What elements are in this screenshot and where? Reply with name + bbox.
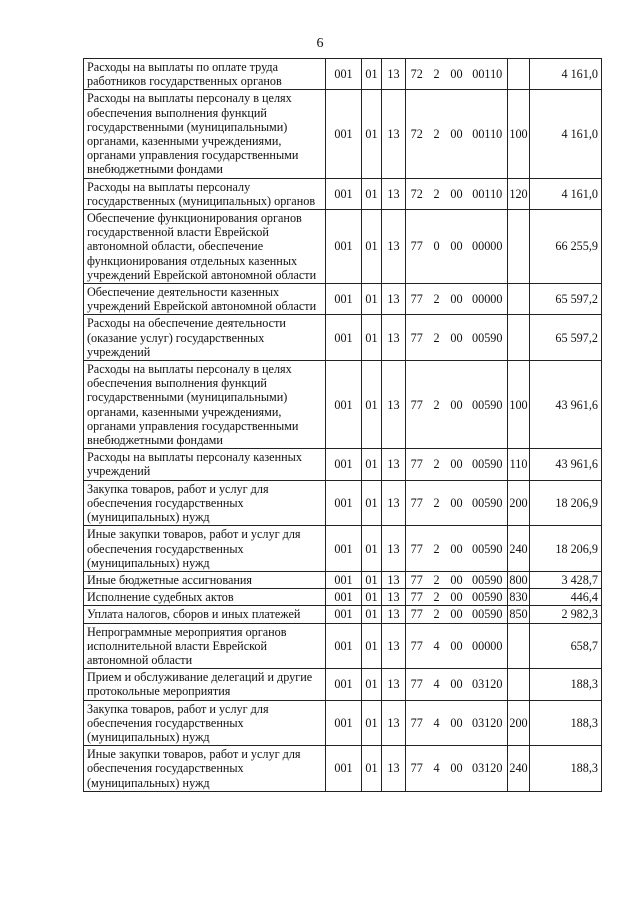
row-expense-type-code: 200 (508, 700, 530, 746)
row-name: Закупка товаров, работ и услуг для обеспечения государственных (муниципальных) нужд (84, 480, 326, 526)
row-program-code: 77 (406, 571, 428, 588)
row-direction-code: 00000 (468, 284, 508, 315)
row-program-code: 72 (406, 59, 428, 90)
row-grbs-code: 001 (326, 526, 362, 572)
row-subsection-code: 13 (382, 669, 406, 700)
row-grbs-code: 001 (326, 449, 362, 480)
row-direction-code: 00000 (468, 210, 508, 284)
table-row (84, 746, 602, 792)
row-program-code: 77 (406, 700, 428, 746)
row-subsection-code: 13 (382, 59, 406, 90)
row-subsection-code: 13 (382, 571, 406, 588)
row-name: Иные закупки товаров, работ и услуг для обеспечения государственных (муниципальных) нужд (84, 526, 326, 572)
table-row (84, 284, 602, 315)
row-grbs-code: 001 (326, 315, 362, 361)
row-direction-code: 00590 (468, 606, 508, 623)
row-expense-type-code: 200 (508, 480, 530, 526)
row-program-code: 77 (406, 284, 428, 315)
row-event-code: 00 (446, 746, 468, 792)
row-subsection-code: 13 (382, 449, 406, 480)
row-program-code: 77 (406, 480, 428, 526)
row-name: Исполнение судебных актов (84, 589, 326, 606)
row-expense-type-code (508, 315, 530, 361)
row-section-code: 01 (362, 606, 382, 623)
row-program-code: 77 (406, 526, 428, 572)
row-amount: 658,7 (530, 623, 602, 669)
row-subsection-code: 13 (382, 623, 406, 669)
row-event-code: 00 (446, 210, 468, 284)
row-subprogram-code: 0 (428, 210, 446, 284)
row-section-code: 01 (362, 571, 382, 588)
row-subprogram-code: 2 (428, 526, 446, 572)
row-subprogram-code: 2 (428, 284, 446, 315)
row-subsection-code: 13 (382, 90, 406, 178)
row-expense-type-code (508, 669, 530, 700)
row-program-code: 77 (406, 315, 428, 361)
row-expense-type-code: 850 (509, 607, 528, 622)
row-direction-code: 00590 (468, 526, 508, 572)
row-event-code: 00 (446, 59, 468, 90)
row-event-code: 00 (446, 178, 468, 209)
row-amount: 65 597,2 (530, 315, 602, 361)
row-name: Расходы на выплаты по оплате труда работников государственных органов (84, 59, 326, 90)
row-subprogram-code: 4 (428, 700, 446, 746)
row-amount: 4 161,0 (530, 178, 602, 209)
row-subprogram-code: 2 (428, 606, 446, 623)
row-program-code: 77 (406, 449, 428, 480)
row-grbs-code: 001 (326, 90, 362, 178)
row-section-code: 01 (362, 315, 382, 361)
row-program-code: 77 (406, 669, 428, 700)
table-row (84, 361, 602, 449)
row-name: Расходы на выплаты персоналу в целях обеспечения выполнения функций государственными (муниципальными) органами, казенными учреждениями, органами управления государственными внебюджетными фондами (84, 361, 326, 449)
row-expense-type-code (508, 59, 530, 90)
row-amount: 18 206,9 (530, 480, 602, 526)
row-amount: 188,3 (530, 746, 602, 792)
row-event-code: 00 (446, 589, 468, 606)
row-name: Расходы на выплаты персоналу государственных (муниципальных) органов (84, 178, 326, 209)
row-section-code: 01 (362, 361, 382, 449)
row-event-code: 00 (446, 623, 468, 669)
row-expense-type-code: 100 (508, 361, 530, 449)
row-direction-code: 00110 (468, 178, 508, 209)
row-program-code: 77 (406, 623, 428, 669)
row-grbs-code: 001 (326, 623, 362, 669)
row-amount: 2 982,3 (530, 606, 602, 623)
row-program-code: 77 (406, 210, 428, 284)
row-section-code: 01 (362, 178, 382, 209)
row-program-code: 72 (406, 178, 428, 209)
row-event-code: 00 (446, 449, 468, 480)
row-subsection-code: 13 (382, 210, 406, 284)
row-subsection-code: 13 (382, 746, 406, 792)
row-program-code: 77 (406, 606, 428, 623)
row-amount: 43 961,6 (530, 449, 602, 480)
row-direction-code: 03120 (468, 700, 508, 746)
row-direction-code: 00590 (468, 571, 508, 588)
row-name: Иные закупки товаров, работ и услуг для обеспечения государственных (муниципальных) нужд (84, 746, 326, 792)
row-subprogram-code: 4 (428, 669, 446, 700)
row-section-code: 01 (362, 526, 382, 572)
table-row (84, 700, 602, 746)
row-section-code: 01 (362, 623, 382, 669)
row-grbs-code: 001 (326, 746, 362, 792)
row-event-code: 00 (446, 526, 468, 572)
row-subsection-code: 13 (382, 589, 406, 606)
row-section-code: 01 (362, 746, 382, 792)
row-subprogram-code: 2 (428, 480, 446, 526)
row-subsection-code: 13 (382, 361, 406, 449)
row-amount: 18 206,9 (530, 526, 602, 572)
row-event-code: 00 (446, 571, 468, 588)
row-subprogram-code: 2 (428, 315, 446, 361)
table-row (84, 623, 602, 669)
row-name: Обеспечение деятельности казенных учреждений Еврейской автономной области (84, 284, 326, 315)
row-expense-type-code (508, 210, 530, 284)
row-name: Закупка товаров, работ и услуг для обеспечения государственных (муниципальных) нужд (84, 700, 326, 746)
row-subprogram-code: 2 (428, 361, 446, 449)
row-expense-type-code: 110 (508, 449, 530, 480)
table-row (84, 480, 602, 526)
row-grbs-code: 001 (326, 361, 362, 449)
row-subprogram-code: 4 (428, 746, 446, 792)
row-event-code: 00 (446, 669, 468, 700)
row-subprogram-code: 2 (428, 571, 446, 588)
row-subprogram-code: 2 (428, 449, 446, 480)
row-amount: 188,3 (530, 669, 602, 700)
row-grbs-code: 001 (326, 480, 362, 526)
row-event-code: 00 (446, 700, 468, 746)
row-section-code: 01 (362, 669, 382, 700)
row-expense-type-code: 120 (508, 178, 530, 209)
row-grbs-code: 001 (326, 178, 362, 209)
row-amount: 188,3 (530, 700, 602, 746)
row-name: Расходы на обеспечение деятельности (оказание услуг) государственных учреждений (84, 315, 326, 361)
row-subprogram-code: 2 (428, 589, 446, 606)
table-row (84, 59, 602, 90)
page-number: 6 (316, 36, 324, 51)
row-program-code: 77 (406, 361, 428, 449)
row-direction-code: 00110 (468, 59, 508, 90)
row-event-code: 00 (446, 606, 468, 623)
row-grbs-code: 001 (326, 59, 362, 90)
row-amount: 3 428,7 (530, 571, 602, 588)
row-section-code: 01 (362, 210, 382, 284)
table-row (84, 178, 602, 209)
row-subprogram-code: 2 (428, 90, 446, 178)
row-event-code: 00 (446, 361, 468, 449)
row-program-code: 77 (406, 589, 428, 606)
row-section-code: 01 (362, 90, 382, 178)
row-section-code: 01 (362, 59, 382, 90)
row-direction-code: 00590 (468, 480, 508, 526)
table-row (84, 449, 602, 480)
row-name: Непрограммные мероприятия органов исполнительной власти Еврейской автономной области (84, 623, 326, 669)
row-section-code: 01 (362, 449, 382, 480)
row-direction-code: 03120 (468, 746, 508, 792)
row-name: Обеспечение функционирования органов государственной власти Еврейской автономной области, обеспечение функционирования отдельных казенных учреждений Еврейской автономной области (84, 210, 326, 284)
row-name: Иные бюджетные ассигнования (84, 571, 326, 588)
row-subsection-code: 13 (382, 178, 406, 209)
row-amount: 65 597,2 (530, 284, 602, 315)
table-row (84, 526, 602, 572)
row-direction-code: 03120 (468, 669, 508, 700)
row-grbs-code: 001 (326, 589, 362, 606)
row-amount: 43 961,6 (530, 361, 602, 449)
row-expense-type-code: 240 (508, 526, 530, 572)
budget-table (83, 58, 602, 792)
row-direction-code: 00590 (468, 315, 508, 361)
row-amount: 66 255,9 (530, 210, 602, 284)
row-grbs-code: 001 (326, 669, 362, 700)
row-event-code: 00 (446, 315, 468, 361)
table-row (84, 90, 602, 178)
row-name: Расходы на выплаты персоналу казенных учреждений (84, 449, 326, 480)
row-program-code: 77 (406, 746, 428, 792)
row-event-code: 00 (446, 284, 468, 315)
row-name: Прием и обслуживание делегаций и другие протокольные мероприятия (84, 669, 326, 700)
row-subsection-code: 13 (382, 284, 406, 315)
row-event-code: 00 (446, 90, 468, 178)
row-expense-type-code: 240 (508, 746, 530, 792)
row-section-code: 01 (362, 700, 382, 746)
row-subprogram-code: 2 (428, 59, 446, 90)
row-grbs-code: 001 (326, 700, 362, 746)
row-direction-code: 00110 (468, 90, 508, 178)
row-expense-type-code (508, 284, 530, 315)
row-subsection-code: 13 (382, 480, 406, 526)
row-grbs-code: 001 (326, 210, 362, 284)
row-subsection-code: 13 (382, 315, 406, 361)
row-expense-type-code (508, 623, 530, 669)
row-direction-code: 00590 (468, 589, 508, 606)
row-direction-code: 00000 (468, 623, 508, 669)
row-expense-type-code: 100 (508, 90, 530, 178)
row-amount: 446,4 (530, 589, 602, 606)
row-amount: 4 161,0 (530, 90, 602, 178)
row-subsection-code: 13 (382, 606, 406, 623)
row-name: Уплата налогов, сборов и иных платежей (84, 606, 326, 623)
row-expense-type-code: 830 (509, 590, 528, 605)
row-event-code: 00 (446, 480, 468, 526)
row-expense-type-code: 800 (509, 572, 528, 587)
table-row (84, 606, 602, 623)
row-subprogram-code: 2 (428, 178, 446, 209)
table-body (84, 59, 602, 792)
table-row (84, 571, 602, 588)
row-grbs-code: 001 (326, 284, 362, 315)
row-direction-code: 00590 (468, 449, 508, 480)
table-row (84, 315, 602, 361)
table-row (84, 210, 602, 284)
row-direction-code: 00590 (468, 361, 508, 449)
table-row (84, 589, 602, 606)
row-section-code: 01 (362, 480, 382, 526)
row-section-code: 01 (362, 589, 382, 606)
row-grbs-code: 001 (326, 571, 362, 588)
row-amount: 4 161,0 (530, 59, 602, 90)
row-name: Расходы на выплаты персоналу в целях обеспечения выполнения функций государственными (муниципальными) органами, казенными учреждениями, органами управления государственными внебюджетными фондами (84, 90, 326, 178)
row-grbs-code: 001 (326, 606, 362, 623)
row-subsection-code: 13 (382, 700, 406, 746)
row-subprogram-code: 4 (428, 623, 446, 669)
row-section-code: 01 (362, 284, 382, 315)
table-row (84, 669, 602, 700)
row-subsection-code: 13 (382, 526, 406, 572)
row-program-code: 72 (406, 90, 428, 178)
